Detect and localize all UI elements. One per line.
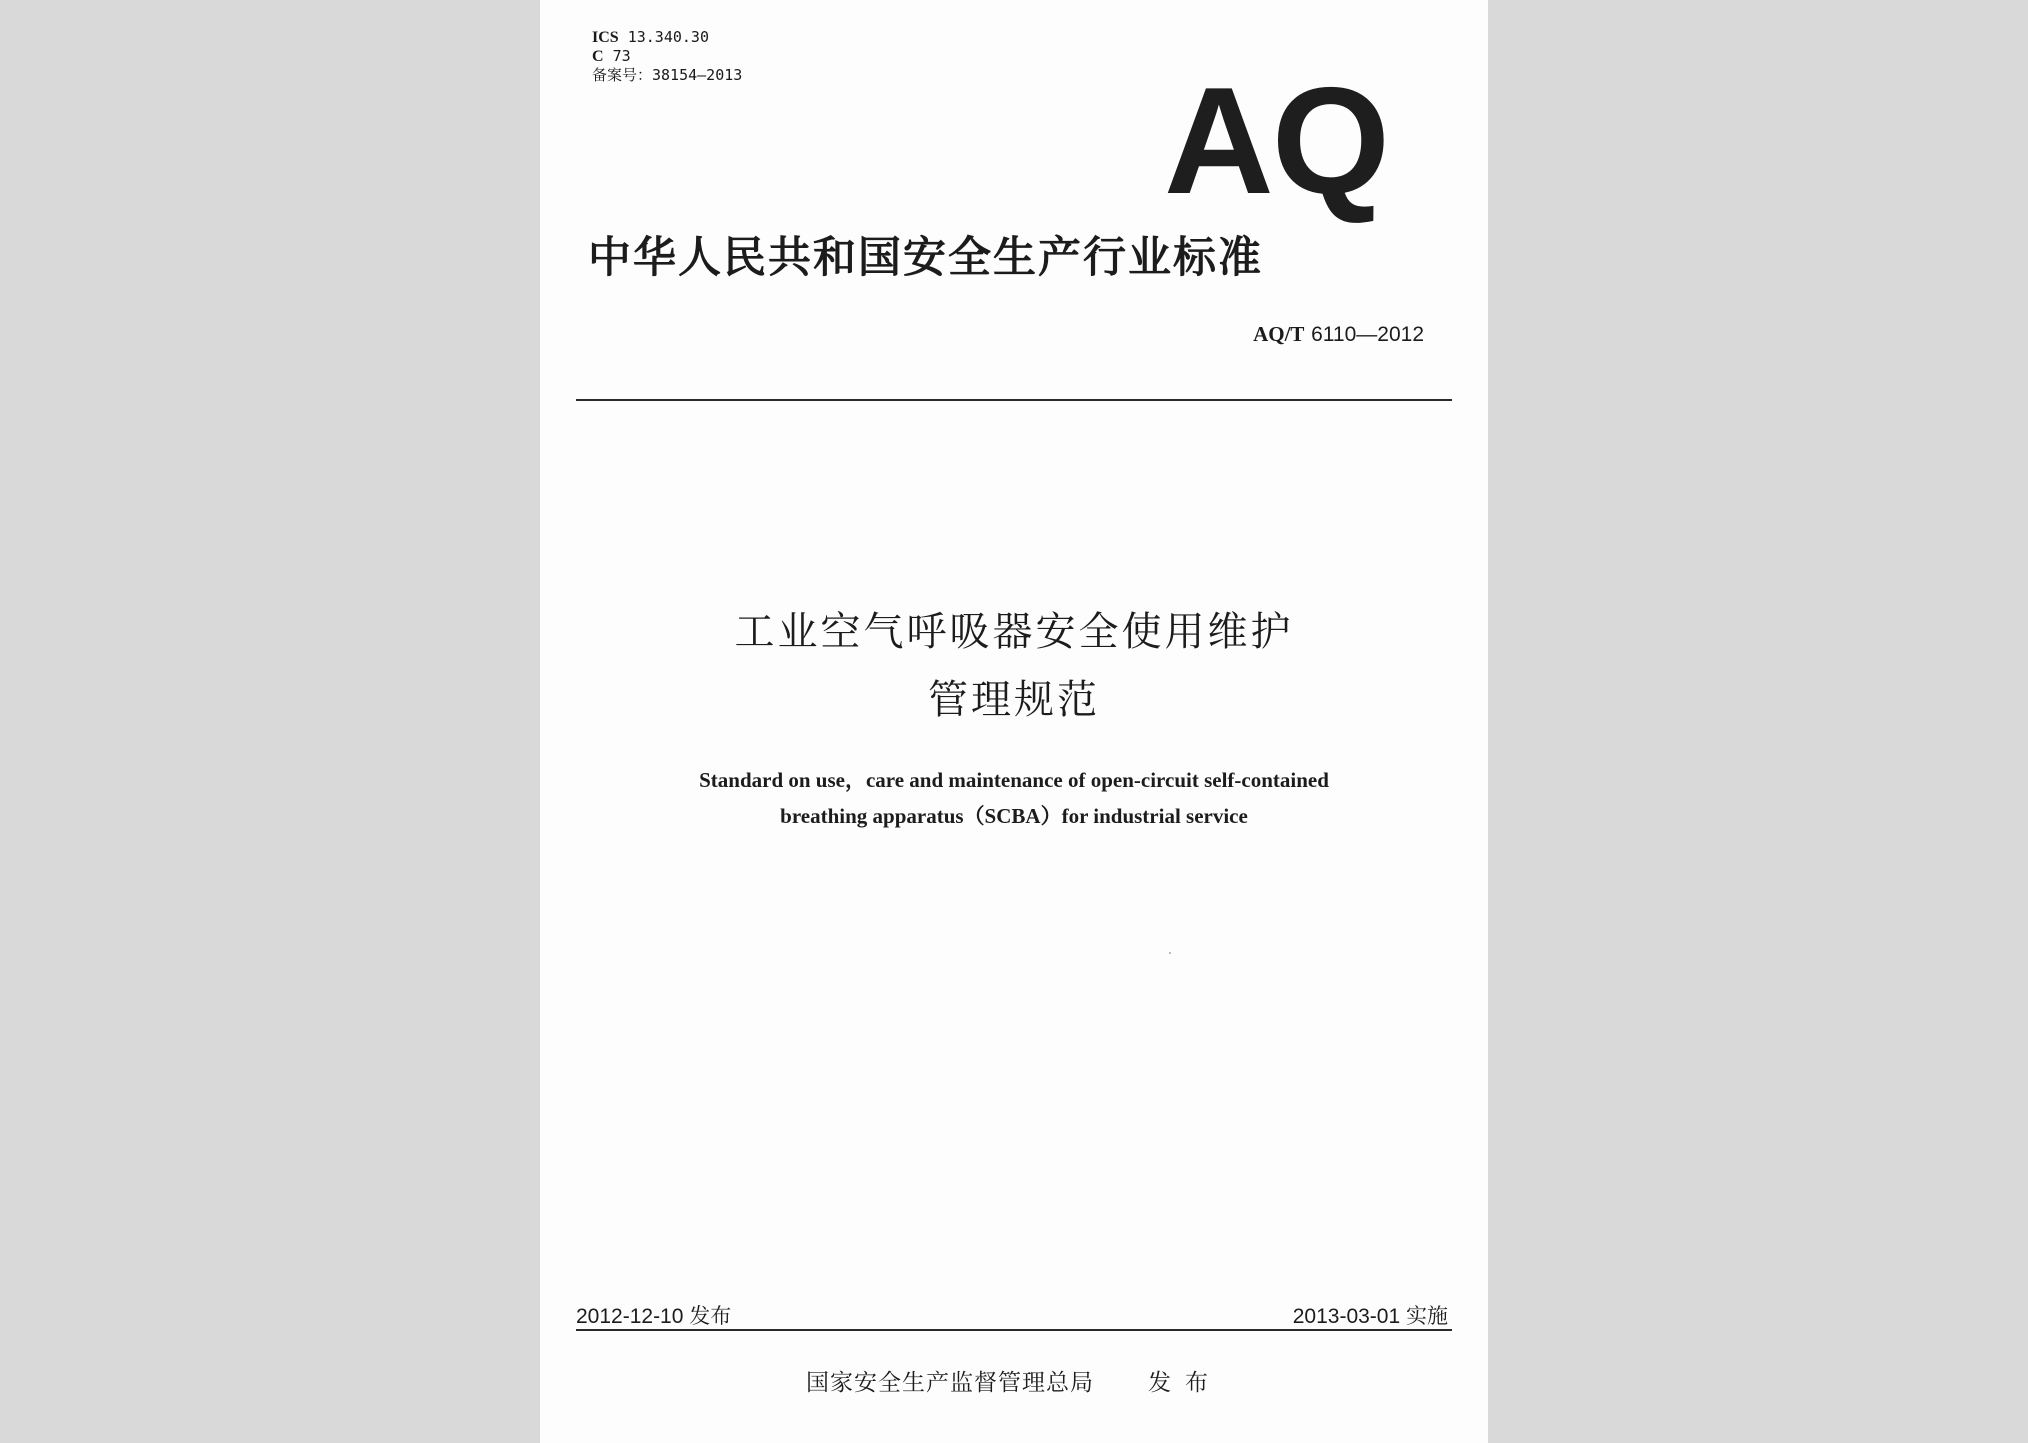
english-title-line-2: breathing apparatus（SCBA）for industrial service [780,804,1248,828]
chinese-title-line-2: 管理规范 [928,677,1100,723]
ics-row [592,28,742,47]
ics-value: 13.340.30 [627,28,709,46]
ics-label: ICS [592,29,619,46]
publisher-org: 国家安全生产监督管理总局 [806,1370,1094,1396]
ccs-label: C [592,48,604,65]
issue-date: 2012-12-10 发布 [576,1305,732,1328]
chinese-title-line-1: 工业空气呼吸器安全使用维护 [734,609,1294,655]
standard-code-number: 6110—2012 [1311,323,1424,346]
top-divider [576,399,1452,401]
classification-block [592,28,742,85]
scan-speck [1169,952,1171,954]
implementation-date: 2013-03-01 实施 [1292,1305,1448,1328]
standard-type-title: 中华人民共和国安全生产行业标准 [588,233,1263,283]
aq-logo: AQ [1164,56,1388,226]
record-number: 备案号：38154—2013 [592,66,743,84]
ccs-value: 73 [612,47,631,65]
document-cover-page [540,0,1488,1443]
publisher-line [540,1364,1488,1397]
ccs-row [592,47,742,66]
bottom-divider [576,1329,1452,1331]
standard-code [1253,322,1424,347]
english-title-line-1: Standard on use，care and maintenance of open-circuit self-contained [699,768,1329,792]
publisher-action: 发布 [1148,1370,1222,1396]
standard-code-prefix: AQ/T [1253,322,1305,346]
